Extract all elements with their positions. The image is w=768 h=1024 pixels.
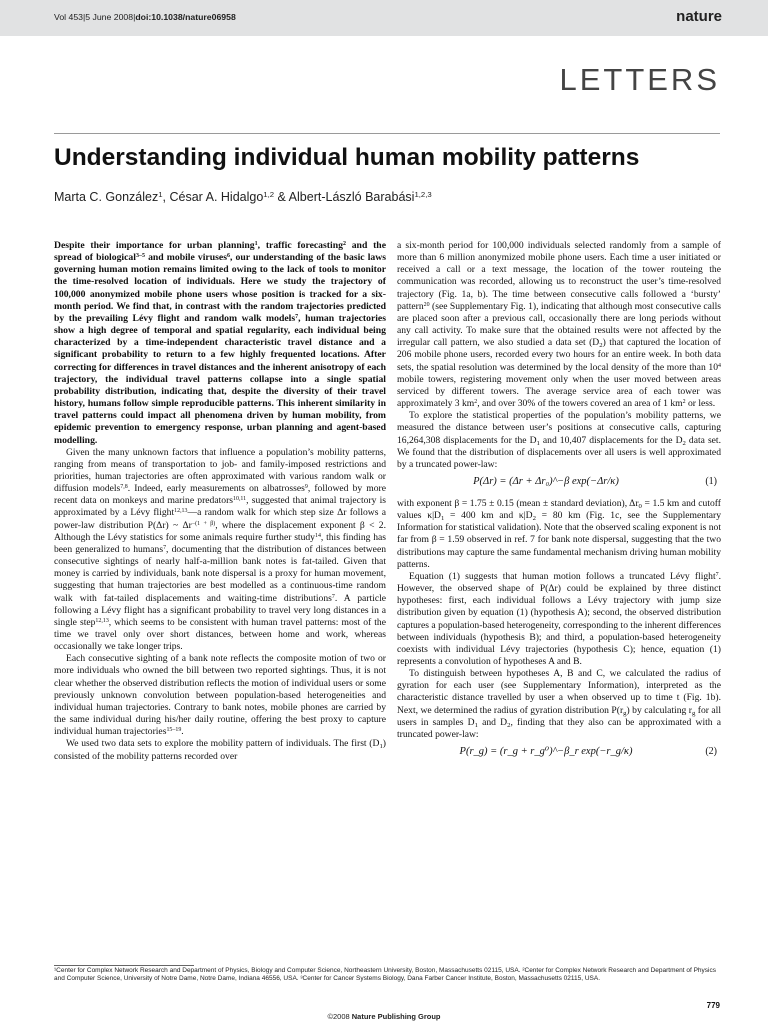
affiliation-ref: 1,2,3 bbox=[414, 190, 432, 200]
publisher-line bbox=[0, 1012, 768, 1021]
article-title: Understanding individual human mobility patterns bbox=[54, 144, 640, 171]
doi-link[interactable]: doi:10.1038/nature06958 bbox=[135, 12, 236, 22]
body-paragraph: with exponent β = 1.75 ± 0.15 (mean ± standard deviation), $\Delta r_0 = 1.5$ km and cutoff values $\kappa|D_1 = 400$ km and $\kappa|D_2 = 80$ km (Fig. 1c, see the Supplementary Information for statistical validation). Note that the observed scaling exponent is not far from β = 1.59 observed in ref. 7 for bank note dispersal, suggesting that the two distributions may capture the same fundamental mechanism driving human mobility patterns. bbox=[397, 497, 721, 570]
equation-body: P(r_g) = (r_g + r_g⁰)^−β_r exp(−r_g/κ) bbox=[459, 746, 633, 758]
title-divider bbox=[54, 133, 720, 134]
page-number: 779 bbox=[706, 1001, 720, 1010]
equation-number: (2) bbox=[705, 746, 717, 758]
affiliations-footnote: ¹Center for Complex Network Research and Department of Physics, Biology and Computer Science, Northeastern University, Boston, Massachusetts 02115, USA. ²Center for Complex Network Research and Department of Physics and Computer Science, University of Notre Dame, Notre Dame, Indiana 46556, USA. ³Center for Cancer Systems Biology, Dana Farber Cancer Institute, Boston, Massachusetts 02115, USA. bbox=[54, 967, 716, 983]
body-paragraph: To distinguish between hypotheses A, B and C, we calculated the radius of gyration for each user (see Supplementary Information), interpreted as the characteristic distance travelled by user a when observed up to time t (Fig. 1b). Next, we determined the radius of gyration distribution $P(r_g)$ by calculating $r_g$ for all users in samples $D_1$ and $D_2$, finding that they also can be approximated with a truncated power-law: bbox=[397, 668, 722, 740]
author-list bbox=[54, 190, 432, 204]
right-column bbox=[397, 240, 721, 768]
journal-name: nature bbox=[676, 8, 722, 25]
publisher-name: Nature Publishing Group bbox=[351, 1012, 441, 1021]
section-label: LETTERS bbox=[559, 62, 720, 97]
affiliation-ref: 1,2 bbox=[263, 190, 275, 200]
footnote-divider bbox=[54, 965, 194, 966]
abstract-paragraph: Despite their importance for urban planning$^1$, traffic forecasting$^2$ and the spread of biological$^{3-5}$ and mobile viruses$^6$, our understanding of the basic laws governing human motion remains limited owing to the lack of tools to monitor the time-resolved location of individuals. Here we study the trajectory of 100,000 anonymized mobile phone users whose position is tracked for a six-month period. We find that, in contrast with the random trajectories predicted by the prevailing Lévy flight and random walk models$^7$, human trajectories show a high degree of temporal and spatial regularity, each individual being characterized by a time-independent characteristic travel distance and a significant probability to return to a few highly frequented locations. After correcting for differences in travel distances and the inherent anisotropy of each trajectory, the individual travel patterns collapse into a single spatial probability distribution, indicating that, despite the diversity of their travel history, humans follow simple reproducible patterns. This inherent similarity in travel patterns could impact all phenomena driven by human mobility, from epidemic prevention to emergency response, urban planning and agent-based modelling. bbox=[54, 240, 387, 446]
body-paragraph: a six-month period for 100,000 individuals selected randomly from a sample of more than 6 million anonymized mobile phone users. Each time a user initiated or received a call or a text message, the location of the tower routeing the communication was recorded, allowing us to reconstruct the user’s time-resolved trajectory (Fig. 1a, b). The time between consecutive calls followed a ‘bursty’ pattern$^{20}$ (see Supplementary Fig. 1), indicating that although most consecutive calls are placed soon after a previous call, occasionally there are long periods without any call activity. To make sure that the obtained results were not affected by the irregular call pattern, we also studied a data set $(D_2)$ that captured the location of 206 mobile phone users, recorded every two hours for an entire week. In both data sets, the spatial resolution was determined by the local density of the more than $10^4$ mobile towers, registering movement only when the user moved between areas serviced by different towers. The average service area of each tower was approximately 3 $km^2$, and over 30% of the towers covered an area of 1 $km^2$ or less. bbox=[397, 240, 721, 410]
author-name[interactable]: Marta C. González bbox=[54, 190, 159, 204]
body-paragraph: Each consecutive sighting of a bank note reflects the composite motion of two or more individuals who owned the bill between two reported sightings. Thus, it is not clear whether the observed distribution reflects the motion of individual users or some previously unknown convolution between population-based heterogeneities and individual human trajectories. Contrary to bank notes, mobile phones are carried by the same individual during his/her daily routine, offering the best proxy to capture individual human trajectories$^{15-19}$. bbox=[54, 653, 386, 738]
equation-2 bbox=[397, 743, 721, 765]
citation-prefix: Vol 453|5 June 2008| bbox=[54, 12, 136, 22]
body-paragraph: We used two data sets to explore the mobility pattern of individuals. The first $(D_1)$ consisted of the mobility patterns recorded over bbox=[54, 738, 386, 762]
equation-number: (1) bbox=[705, 475, 717, 487]
affiliation-ref: 1 bbox=[158, 190, 163, 200]
copyright-notice: ©2008 bbox=[327, 1012, 352, 1021]
left-column bbox=[54, 240, 386, 763]
author-name[interactable]: Albert-László Barabási bbox=[288, 190, 415, 204]
body-paragraph: Given the many unknown factors that influence a population’s mobility patterns, ranging from means of transportation to job- and family-imposed restrictions and priorities, human trajectories are often approximated with various random walk or diffusion models$^{7,8}$. Indeed, early measurements on albatrosses$^9$, followed by more recent data on monkeys and marine predators$^{10,11}$, suggested that animal trajectory is approximated by a Lévy flight$^{12,13}$—a random walk for which step size Δr follows a power-law distribution P(Δr) ~ $\Delta r^{-(1 + \beta)}$, where the displacement exponent β < 2. Although the Lévy statistics for some animals require further study$^{14}$, this finding has been generalized to humans$^7$, documenting that the distribution of distances between consecutive sightings of nearly half-a-million bank notes is fat-tailed. Given that money is carried by individuals, bank note dispersal is a proxy for human movement, suggesting that human trajectories are best modelled as a continuous-time random walk with fat-tailed displacements and waiting-time distributions$^7$. A particle following a Lévy flight has a significant probability to travel very long distances in a single step$^{12,13}$, which seems to be consistent with human travel patterns: most of the time we travel only over short distances, between home and work, whereas occasionally we take longer trips. bbox=[54, 446, 387, 653]
equation-1 bbox=[397, 473, 721, 495]
body-paragraph: Equation (1) suggests that human motion follows a truncated Lévy flight$^7$. However, the observed shape of P(Δr) could be explained by three distinct hypotheses: first, each individual follows a Lévy trajectory with jump size distribution given by equation (1) (hypothesis A); second, the observed distribution captures a population-based heterogeneity, corresponding to the inherent differences between individuals (hypothesis B); and third, a population-based heterogeneity coexists with individual Lévy trajectories (hypothesis C); hence, equation (1) represents a convolution of hypotheses A and B. bbox=[397, 570, 721, 667]
author-separator: & bbox=[274, 190, 289, 204]
equation-body: P(Δr) = (Δr + Δr₀)^−β exp(−Δr/κ) bbox=[473, 475, 619, 487]
author-name[interactable]: César A. Hidalgo bbox=[169, 190, 264, 204]
body-paragraph: To explore the statistical properties of the population’s mobility patterns, we measured the distance between user’s positions at consecutive calls, capturing 16,264,308 displacements for the $D_1$ and 10,407 displacements for the $D_2$ data set. We found that the distribution of displacements over all users is well approximated by a truncated power-law: bbox=[397, 410, 722, 470]
author-separator: , bbox=[162, 190, 170, 204]
citation-line bbox=[54, 12, 236, 22]
